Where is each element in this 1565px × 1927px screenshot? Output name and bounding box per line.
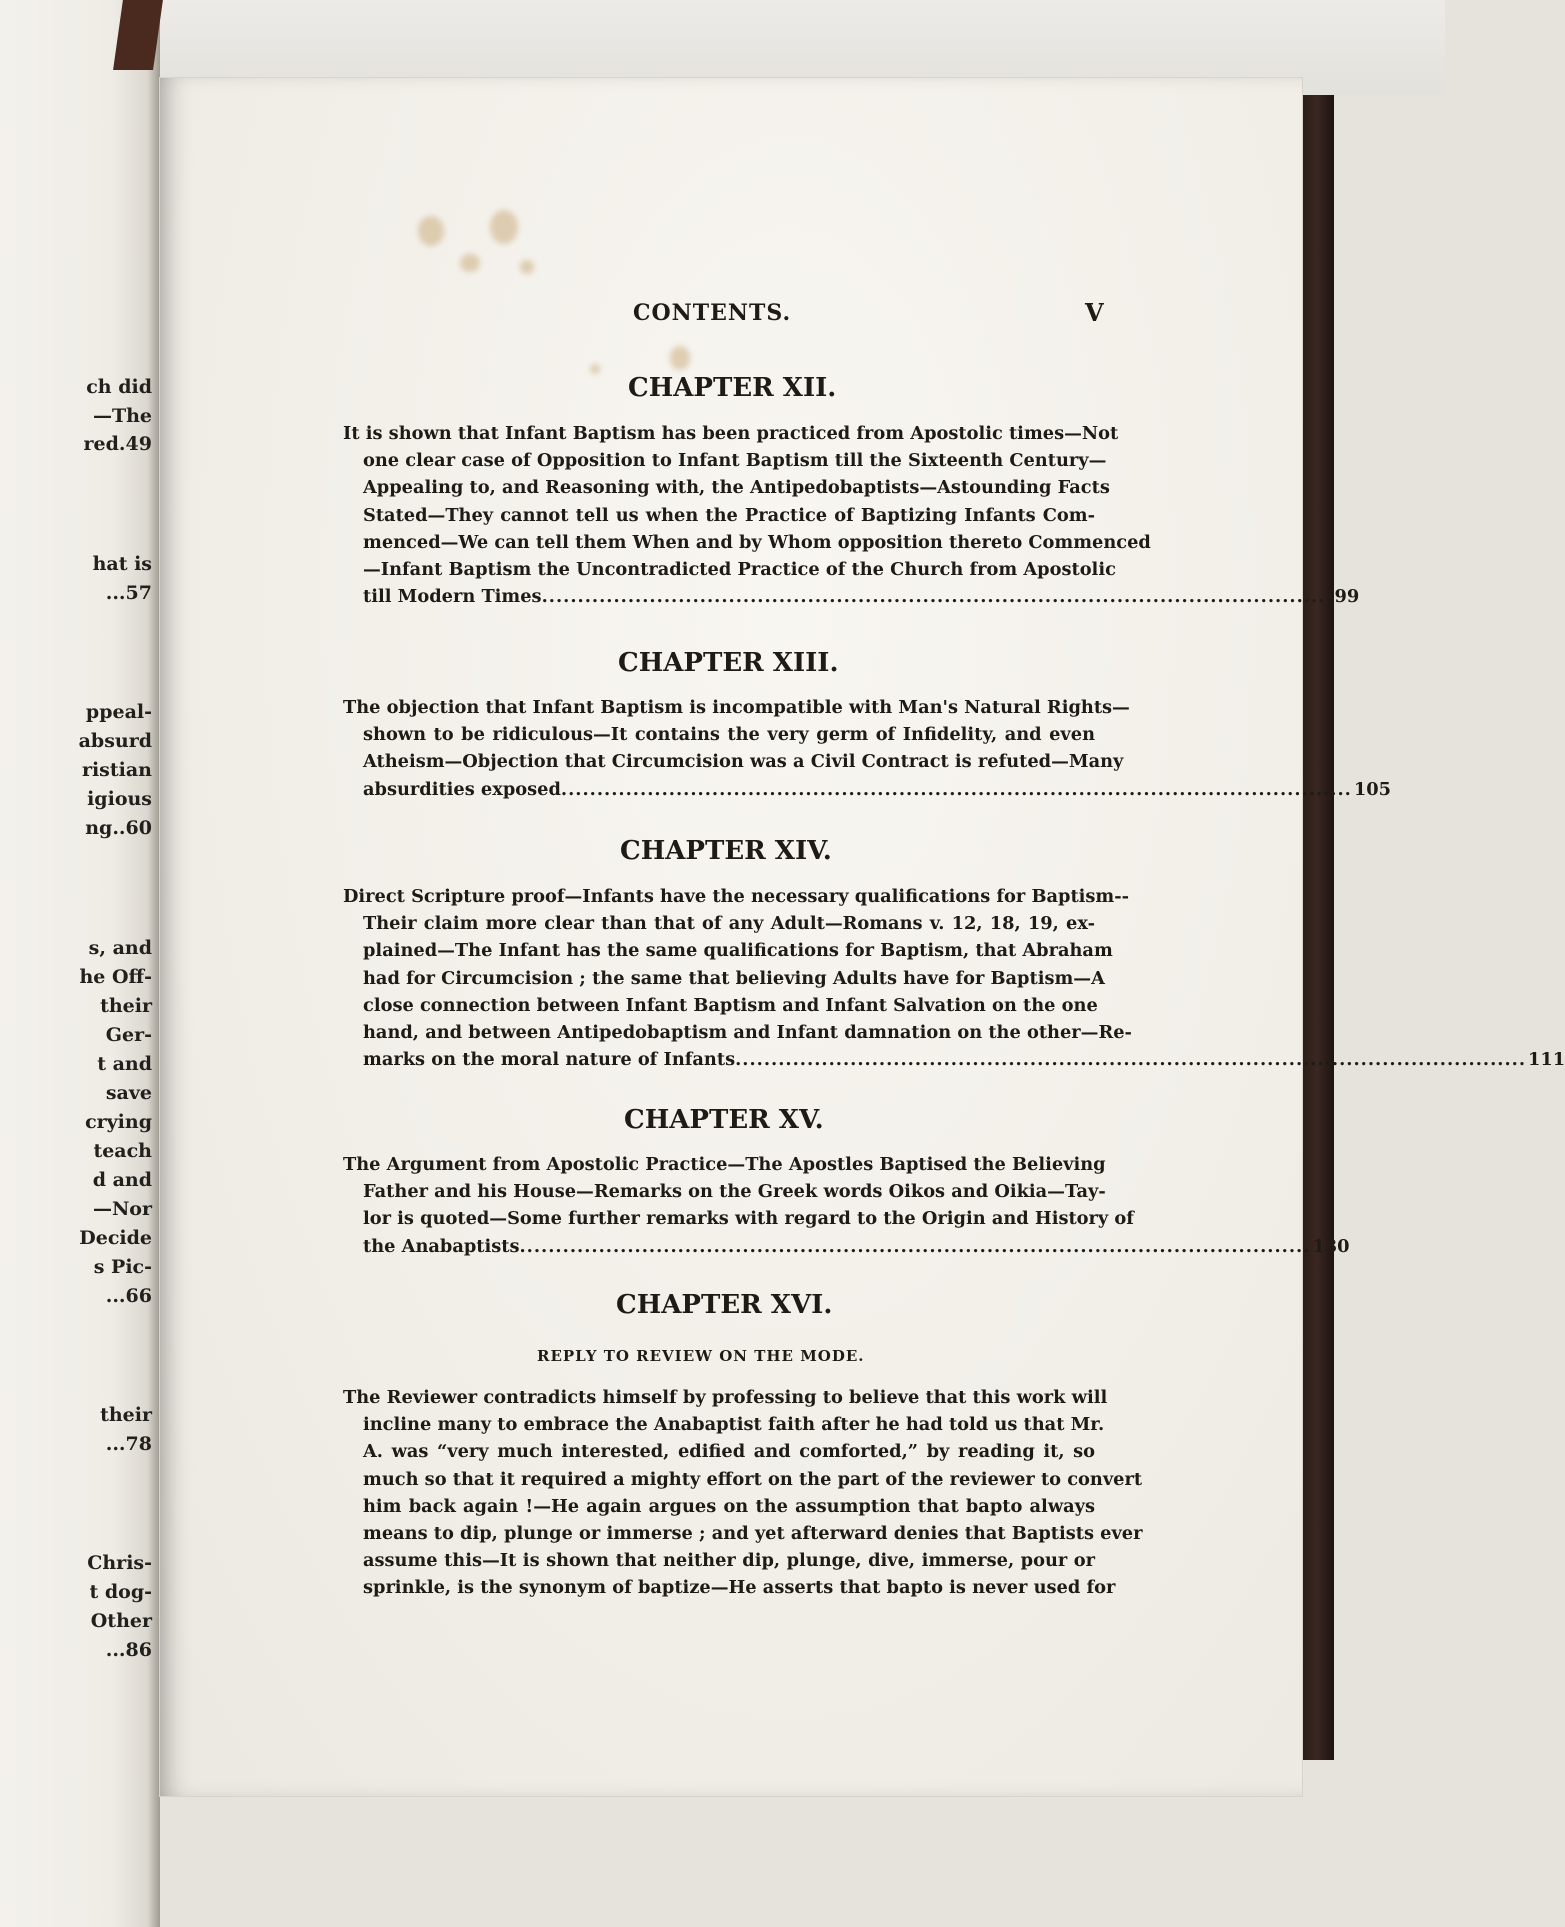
summary-line: The objection that Infant Baptism is incompatible with Man's Natural Rights— xyxy=(343,697,1130,718)
chapter-page-number: 99 xyxy=(1334,586,1360,608)
chapter-page-number: 111 xyxy=(1528,1049,1565,1071)
foxing-stain xyxy=(590,364,600,374)
summary-line: one clear case of Opposition to Infant Baptism till the Sixteenth Century— xyxy=(363,450,1107,472)
foxing-stain xyxy=(418,216,444,246)
summary-line: Appealing to, and Reasoning with, the Antipedobaptists—Astounding Facts xyxy=(363,477,1110,499)
left-fragment: —Nor xyxy=(92,1198,152,1220)
summary-line: It is shown that Infant Baptism has been practiced from Apostolic times—Not xyxy=(343,423,1119,444)
summary-line: A. was “very much interested, edified and comforted,” by reading it, so xyxy=(363,1441,1095,1463)
left-fragment: ...78 xyxy=(105,1433,152,1455)
summary-line: incline many to embrace the Anabaptist faith after he had told us that Mr. xyxy=(363,1414,1105,1436)
foxing-stain xyxy=(670,346,690,370)
summary-last-line xyxy=(343,776,1391,803)
summary-line: lor is quoted—Some further remarks with regard to the Origin and History of xyxy=(363,1208,1134,1230)
left-fragment: save xyxy=(105,1082,152,1104)
left-fragment: ch did xyxy=(86,376,152,398)
summary-line: hand, and between Antipedobaptism and Infant damnation on the other—Re- xyxy=(363,1022,1132,1044)
summary-line: Father and his House—Remarks on the Greek words Oikos and Oikia—Tay- xyxy=(363,1181,1106,1203)
summary-last-line xyxy=(343,1233,1350,1260)
left-fragment: d and xyxy=(92,1169,152,1191)
left-fragment: their xyxy=(100,1404,152,1426)
chapter-summary xyxy=(343,694,1391,803)
left-fragment: ...57 xyxy=(105,582,152,604)
left-fragment: teach xyxy=(93,1140,152,1162)
left-fragment: Decide xyxy=(79,1227,152,1249)
summary-line: means to dip, plunge or immerse ; and yet afterward denies that Baptists ever xyxy=(363,1523,1143,1545)
chapter-summary xyxy=(343,1151,1350,1260)
summary-line: had for Circumcision ; the same that believing Adults have for Baptism—A xyxy=(363,967,1105,989)
leader-dots: .............................................................................................................. xyxy=(560,778,1352,800)
summary-last-line xyxy=(343,1046,1565,1073)
left-fragment: s Pic- xyxy=(93,1256,152,1278)
left-fragment: igious xyxy=(87,788,152,810)
summary-line: sprinkle, is the synonym of baptize—He asserts that bapto is never used for xyxy=(363,1577,1116,1599)
left-fragment: ...66 xyxy=(105,1285,152,1307)
left-fragment: Other xyxy=(90,1610,152,1632)
summary-line: menced—We can tell them When and by Whom opposition thereto Commenced xyxy=(363,531,1151,553)
left-fragment: crying xyxy=(85,1111,152,1133)
summary-line: The Argument from Apostolic Practice—The Apostles Baptised the Believing xyxy=(343,1154,1106,1175)
chapter-title: CHAPTER XIII. xyxy=(618,648,839,678)
left-fragment: he Off- xyxy=(79,966,152,988)
summary-line: absurdities exposed xyxy=(363,778,561,800)
page-number: V xyxy=(1085,298,1104,327)
summary-line: shown to be ridiculous—It contains the very germ of Infidelity, and even xyxy=(363,724,1095,746)
summary-line: —Infant Baptism the Uncontradicted Practice of the Church from Apostolic xyxy=(363,559,1116,581)
left-fragment: ng..60 xyxy=(85,817,152,839)
summary-line: Stated—They cannot tell us when the Practice of Baptizing Infants Com- xyxy=(363,504,1095,526)
left-fragment: s, and xyxy=(88,937,152,959)
summary-line: Atheism—Objection that Circumcision was a Civil Contract is refuted—Many xyxy=(363,751,1124,773)
left-fragment: Chris- xyxy=(87,1552,152,1574)
left-fragment: t and xyxy=(97,1053,152,1075)
foxing-stain xyxy=(490,210,518,244)
foxing-stain xyxy=(520,260,534,274)
left-fragment: t dog- xyxy=(89,1581,152,1603)
left-fragment: hat is xyxy=(92,553,152,575)
chapter-summary xyxy=(343,1384,1143,1602)
left-fragment: ppeal- xyxy=(85,701,152,723)
left-cover-edge xyxy=(113,0,163,70)
left-fragment: Ger- xyxy=(105,1024,152,1046)
leader-dots: .............................................................................................................. xyxy=(541,586,1333,608)
chapter-title: CHAPTER XV. xyxy=(624,1105,824,1135)
foxing-stain xyxy=(460,254,480,272)
chapter-title: CHAPTER XIV. xyxy=(620,836,832,866)
summary-last-line xyxy=(343,583,1360,610)
chapter-page-number: 105 xyxy=(1353,778,1391,800)
summary-line: much so that it required a mighty effort on the part of the reviewer to convert xyxy=(363,1468,1143,1490)
left-fragment: their xyxy=(100,995,152,1017)
summary-line: Direct Scripture proof—Infants have the necessary qualifications for Baptism-- xyxy=(343,886,1130,907)
summary-line: till Modern Times xyxy=(363,586,542,608)
summary-line: him back again !—He again argues on the assumption that bapto always xyxy=(363,1495,1095,1517)
left-facing-page xyxy=(0,0,160,1927)
left-fragment: ristian xyxy=(81,759,152,781)
chapter-summary xyxy=(343,883,1565,1073)
summary-line: close connection between Infant Baptism and Infant Salvation on the one xyxy=(363,994,1098,1016)
left-fragment: ...86 xyxy=(105,1639,152,1661)
chapter-page-number: 130 xyxy=(1312,1235,1350,1257)
page-title: CONTENTS. xyxy=(633,300,792,326)
left-fragment: absurd xyxy=(78,730,152,752)
summary-line: The Reviewer contradicts himself by professing to believe that this work will xyxy=(343,1387,1108,1408)
summary-line: assume this—It is shown that neither dip, plunge, dive, immerse, pour or xyxy=(363,1550,1095,1572)
summary-line: plained—The Infant has the same qualifications for Baptism, that Abraham xyxy=(363,940,1113,962)
leader-dots: .............................................................................................................. xyxy=(735,1049,1527,1071)
chapter-summary xyxy=(343,420,1360,610)
chapter-title: CHAPTER XVI. xyxy=(616,1290,833,1320)
summary-line: marks on the moral nature of Infants xyxy=(363,1049,736,1071)
chapter-title: CHAPTER XII. xyxy=(628,373,837,403)
summary-line: the Anabaptists xyxy=(363,1235,520,1257)
left-fragment: red.49 xyxy=(83,433,152,455)
chapter-subheading: REPLY TO REVIEW ON THE MODE. xyxy=(537,1347,865,1365)
book-cover-edge xyxy=(1300,95,1334,1760)
summary-line: Their claim more clear than that of any Adult—Romans v. 12, 18, 19, ex- xyxy=(363,913,1095,935)
left-fragment: —The xyxy=(92,405,152,427)
leader-dots: .............................................................................................................. xyxy=(519,1235,1311,1257)
